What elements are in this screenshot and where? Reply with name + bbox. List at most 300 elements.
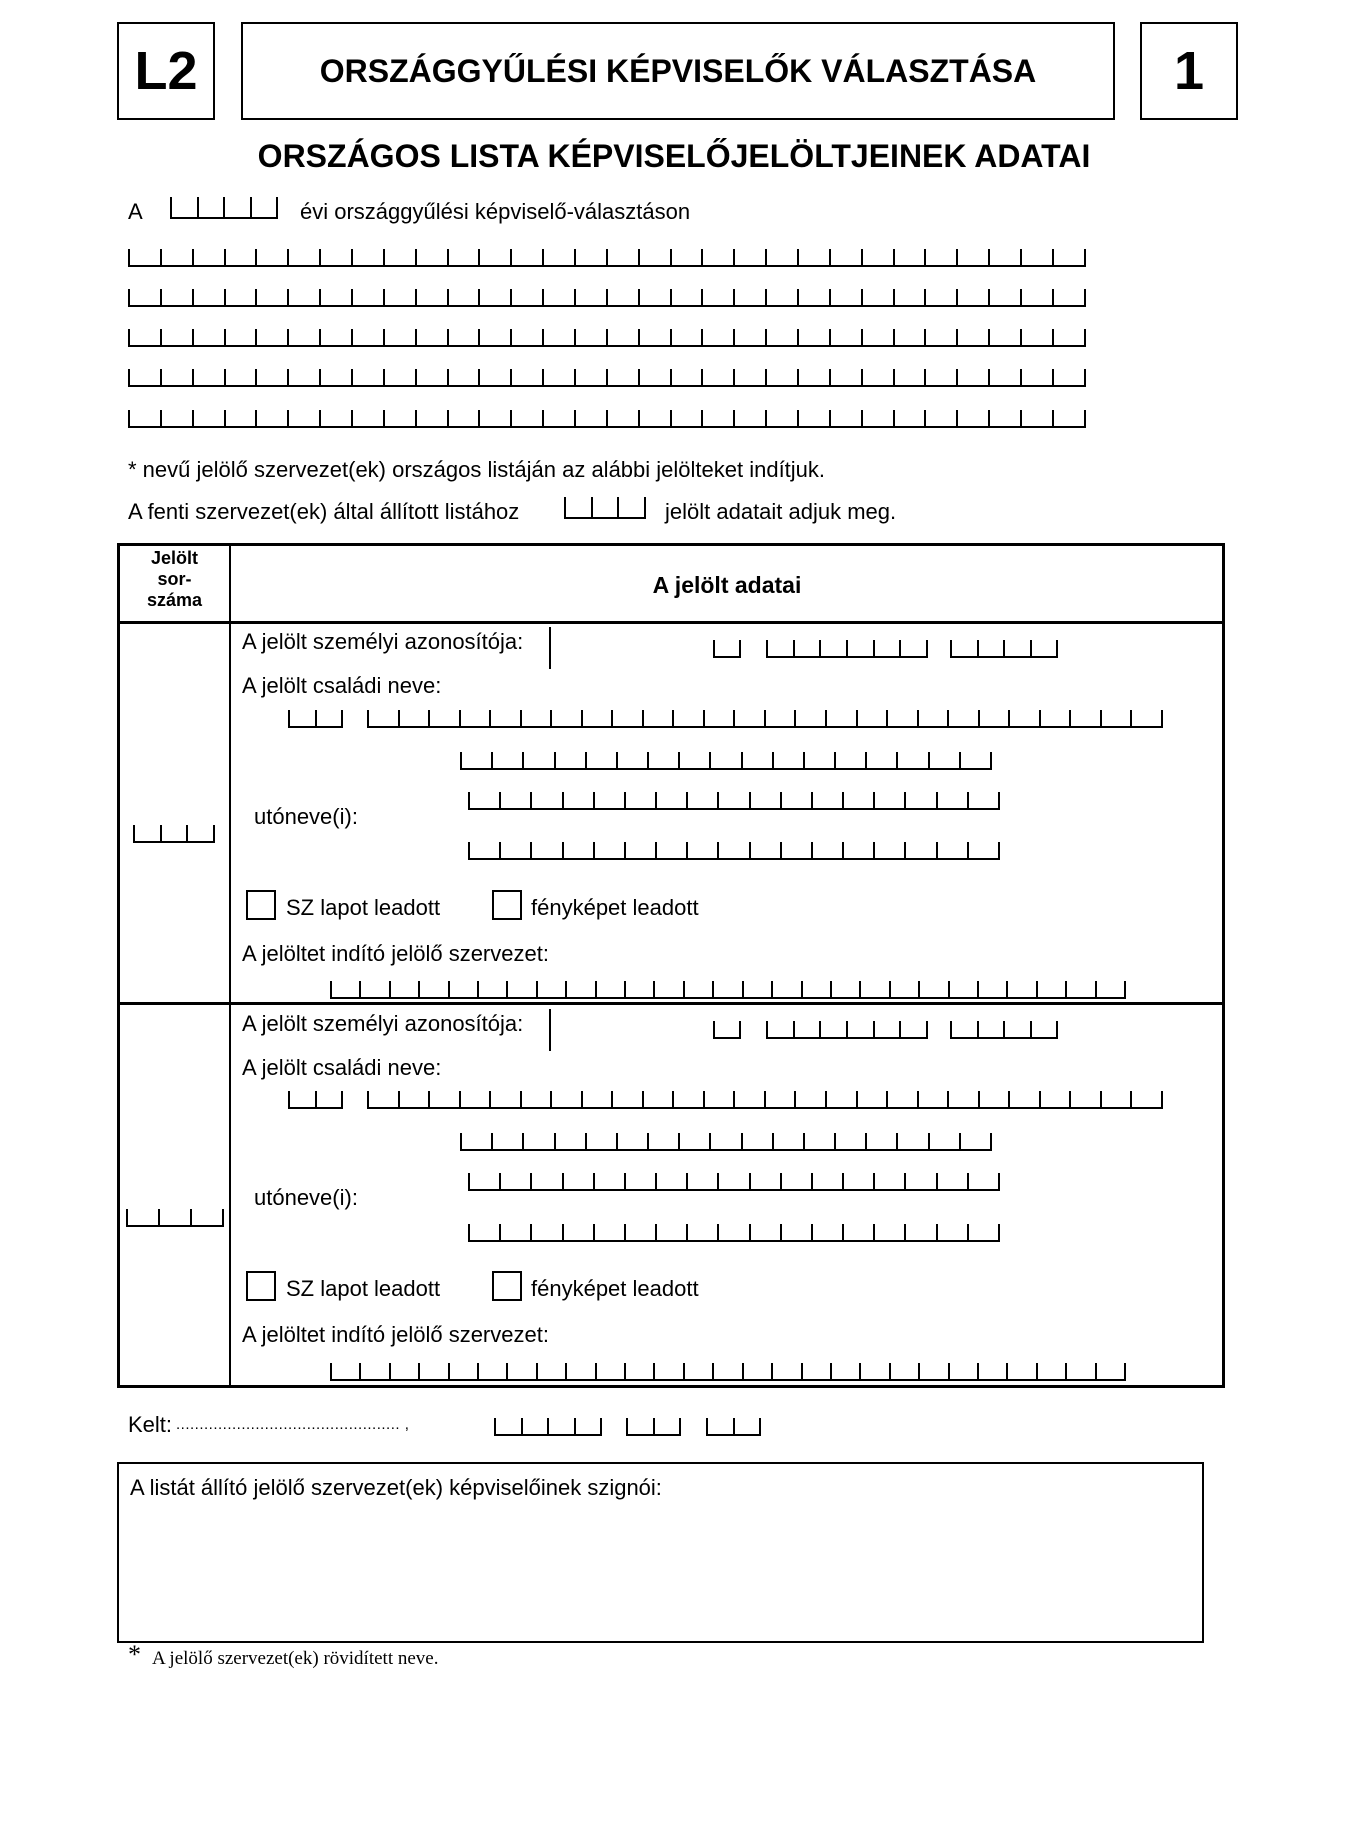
char-cell[interactable] [462,1133,493,1149]
char-cell[interactable] [674,710,705,726]
char-cell[interactable] [703,329,735,345]
char-cell[interactable] [130,329,162,345]
date-day-field[interactable] [706,1418,761,1436]
char-cell[interactable] [961,1133,992,1149]
char-cell[interactable] [595,792,626,808]
char-cell[interactable] [544,289,576,305]
char-cell[interactable] [1054,329,1086,345]
char-cell[interactable] [194,329,226,345]
char-cell[interactable] [430,1091,461,1107]
char-cell[interactable] [990,289,1022,305]
char-cell[interactable] [385,289,417,305]
char-cell[interactable] [172,197,199,217]
char-cell[interactable] [906,1224,937,1240]
char-cell[interactable] [1038,981,1067,997]
char-cell[interactable] [1041,710,1072,726]
char-cell[interactable] [795,1021,822,1037]
candidate-1-given-name-field-2[interactable] [468,792,1000,810]
char-cell[interactable] [597,1363,626,1379]
char-cell[interactable] [980,710,1011,726]
char-cell[interactable] [863,369,895,385]
char-cell[interactable] [644,1091,675,1107]
char-cell[interactable] [863,289,895,305]
char-cell[interactable] [990,369,1022,385]
char-cell[interactable] [1054,369,1086,385]
candidate-1-org-field[interactable] [330,981,1126,999]
char-cell[interactable] [508,1363,537,1379]
char-cell[interactable] [640,289,672,305]
char-cell[interactable] [538,981,567,997]
char-cell[interactable] [1071,1091,1102,1107]
char-cell[interactable] [1022,369,1054,385]
char-cell[interactable] [608,249,640,265]
char-cell[interactable] [949,710,980,726]
char-cell[interactable] [449,289,481,305]
char-cell[interactable] [595,1173,626,1189]
char-cell[interactable] [640,410,672,426]
char-cell[interactable] [875,842,906,858]
char-cell[interactable] [461,1091,492,1107]
char-cell[interactable] [813,1173,844,1189]
org-name-field-2[interactable] [128,289,1086,307]
char-cell[interactable] [1132,1091,1163,1107]
char-cell[interactable] [226,289,258,305]
char-cell[interactable] [906,842,937,858]
char-cell[interactable] [618,752,649,768]
char-cell[interactable] [480,329,512,345]
char-cell[interactable] [130,249,162,265]
candidate-1-sz-checkbox[interactable] [246,890,276,920]
char-cell[interactable] [767,410,799,426]
char-cell[interactable] [799,369,831,385]
char-cell[interactable] [875,640,902,656]
char-cell[interactable] [751,1224,782,1240]
char-cell[interactable] [640,369,672,385]
char-cell[interactable] [773,1363,802,1379]
candidate-1-serial-field[interactable] [133,825,215,843]
char-cell[interactable] [470,842,501,858]
char-cell[interactable] [827,710,858,726]
char-cell[interactable] [552,1091,583,1107]
char-cell[interactable] [130,410,162,426]
char-cell[interactable] [813,842,844,858]
candidate-1-photo-checkbox[interactable] [492,890,522,920]
char-cell[interactable] [512,249,544,265]
char-cell[interactable] [767,329,799,345]
char-cell[interactable] [450,1363,479,1379]
char-cell[interactable] [875,1224,906,1240]
char-cell[interactable] [672,369,704,385]
char-cell[interactable] [805,752,836,768]
date-month-field[interactable] [626,1418,681,1436]
char-cell[interactable] [160,1209,192,1225]
char-cell[interactable] [188,825,215,841]
char-cell[interactable] [470,1173,501,1189]
char-cell[interactable] [898,1133,929,1149]
char-cell[interactable] [289,289,321,305]
char-cell[interactable] [619,497,646,517]
char-cell[interactable] [926,369,958,385]
char-cell[interactable] [836,752,867,768]
char-cell[interactable] [470,1224,501,1240]
char-cell[interactable] [321,289,353,305]
char-cell[interactable] [655,1363,684,1379]
candidate-2-serial-field[interactable] [126,1209,224,1227]
char-cell[interactable] [649,752,680,768]
candidate-count-field[interactable] [564,497,646,519]
org-name-field-1[interactable] [128,249,1086,267]
char-cell[interactable] [644,710,675,726]
char-cell[interactable] [958,410,990,426]
char-cell[interactable] [926,329,958,345]
candidate-2-id-part-1[interactable] [713,1021,741,1039]
char-cell[interactable] [290,1091,317,1107]
char-cell[interactable] [162,329,194,345]
char-cell[interactable] [420,981,449,997]
char-cell[interactable] [257,249,289,265]
char-cell[interactable] [719,1224,750,1240]
char-cell[interactable] [512,369,544,385]
char-cell[interactable] [626,792,657,808]
char-cell[interactable] [538,1363,567,1379]
char-cell[interactable] [990,249,1022,265]
char-cell[interactable] [1067,981,1096,997]
char-cell[interactable] [703,369,735,385]
char-cell[interactable] [831,289,863,305]
char-cell[interactable] [735,710,766,726]
char-cell[interactable] [895,410,927,426]
char-cell[interactable] [162,289,194,305]
char-cell[interactable] [583,710,614,726]
char-cell[interactable] [672,249,704,265]
char-cell[interactable] [162,825,189,841]
char-cell[interactable] [417,329,449,345]
char-cell[interactable] [831,329,863,345]
char-cell[interactable] [901,640,928,656]
char-cell[interactable] [674,1091,705,1107]
char-cell[interactable] [225,197,252,217]
candidate-1-given-name-field-3[interactable] [468,842,1000,860]
char-cell[interactable] [524,1133,555,1149]
candidate-2-photo-checkbox[interactable] [492,1271,522,1301]
char-cell[interactable] [958,249,990,265]
char-cell[interactable] [501,792,532,808]
char-cell[interactable] [564,792,595,808]
char-cell[interactable] [595,842,626,858]
char-cell[interactable] [969,1224,1000,1240]
char-cell[interactable] [566,497,593,517]
char-cell[interactable] [321,249,353,265]
char-cell[interactable] [831,410,863,426]
char-cell[interactable] [512,410,544,426]
char-cell[interactable] [735,249,767,265]
char-cell[interactable] [420,1363,449,1379]
char-cell[interactable] [480,369,512,385]
char-cell[interactable] [613,710,644,726]
char-cell[interactable] [888,710,919,726]
char-cell[interactable] [782,1224,813,1240]
char-cell[interactable] [688,792,719,808]
char-cell[interactable] [926,249,958,265]
char-cell[interactable] [567,981,596,997]
char-cell[interactable] [735,1418,762,1434]
char-cell[interactable] [743,752,774,768]
char-cell[interactable] [479,1363,508,1379]
char-cell[interactable] [926,410,958,426]
char-cell[interactable] [744,1363,773,1379]
char-cell[interactable] [867,1133,898,1149]
char-cell[interactable] [979,1021,1006,1037]
char-cell[interactable] [321,369,353,385]
char-cell[interactable] [552,710,583,726]
char-cell[interactable] [803,981,832,997]
char-cell[interactable] [774,752,805,768]
char-cell[interactable] [938,792,969,808]
char-cell[interactable] [799,249,831,265]
char-cell[interactable] [501,1173,532,1189]
char-cell[interactable] [672,329,704,345]
char-cell[interactable] [508,981,537,997]
char-cell[interactable] [450,981,479,997]
char-cell[interactable] [576,249,608,265]
char-cell[interactable] [938,1173,969,1189]
char-cell[interactable] [532,842,563,858]
char-cell[interactable] [832,1363,861,1379]
char-cell[interactable] [353,329,385,345]
char-cell[interactable] [626,842,657,858]
char-cell[interactable] [626,1224,657,1240]
candidate-1-given-name-field-1[interactable] [460,752,992,770]
char-cell[interactable] [556,752,587,768]
char-cell[interactable] [162,410,194,426]
char-cell[interactable] [744,981,773,997]
char-cell[interactable] [848,1021,875,1037]
char-cell[interactable] [708,1418,735,1434]
candidate-2-id-part-2[interactable] [766,1021,928,1039]
char-cell[interactable] [289,369,321,385]
char-cell[interactable] [844,842,875,858]
char-cell[interactable] [919,710,950,726]
char-cell[interactable] [194,410,226,426]
char-cell[interactable] [321,410,353,426]
char-cell[interactable] [1097,1363,1126,1379]
char-cell[interactable] [688,1224,719,1240]
char-cell[interactable] [906,1173,937,1189]
char-cell[interactable] [564,842,595,858]
char-cell[interactable] [640,249,672,265]
char-cell[interactable] [969,842,1000,858]
char-cell[interactable] [130,369,162,385]
char-cell[interactable] [795,640,822,656]
char-cell[interactable] [595,1224,626,1240]
char-cell[interactable] [827,1091,858,1107]
char-cell[interactable] [950,981,979,997]
char-cell[interactable] [626,1363,655,1379]
char-cell[interactable] [735,329,767,345]
char-cell[interactable] [385,329,417,345]
char-cell[interactable] [867,752,898,768]
char-cell[interactable] [821,1021,848,1037]
char-cell[interactable] [576,369,608,385]
char-cell[interactable] [766,710,797,726]
char-cell[interactable] [969,792,1000,808]
candidate-2-given-name-field-3[interactable] [468,1224,1000,1242]
char-cell[interactable] [512,329,544,345]
char-cell[interactable] [1054,410,1086,426]
char-cell[interactable] [813,792,844,808]
char-cell[interactable] [162,369,194,385]
char-cell[interactable] [576,410,608,426]
char-cell[interactable] [549,1418,576,1434]
char-cell[interactable] [257,410,289,426]
char-cell[interactable] [1032,1021,1059,1037]
char-cell[interactable] [479,981,508,997]
char-cell[interactable] [719,842,750,858]
char-cell[interactable] [226,329,258,345]
char-cell[interactable] [226,249,258,265]
char-cell[interactable] [1022,329,1054,345]
char-cell[interactable] [920,1363,949,1379]
char-cell[interactable] [735,1091,766,1107]
char-cell[interactable] [875,1021,902,1037]
char-cell[interactable] [803,1363,832,1379]
char-cell[interactable] [703,410,735,426]
char-cell[interactable] [1022,249,1054,265]
candidate-2-id-part-3[interactable] [950,1021,1058,1039]
char-cell[interactable] [799,329,831,345]
char-cell[interactable] [321,329,353,345]
char-cell[interactable] [649,1133,680,1149]
char-cell[interactable] [796,1091,827,1107]
candidate-1-family-name-field[interactable] [367,710,1163,728]
char-cell[interactable] [128,1209,160,1225]
char-cell[interactable] [938,842,969,858]
char-cell[interactable] [512,289,544,305]
char-cell[interactable] [848,640,875,656]
char-cell[interactable] [844,1173,875,1189]
char-cell[interactable] [353,410,385,426]
char-cell[interactable] [613,1091,644,1107]
char-cell[interactable] [657,842,688,858]
char-cell[interactable] [895,369,927,385]
char-cell[interactable] [844,792,875,808]
org-name-field-5[interactable] [128,410,1086,428]
char-cell[interactable] [782,1173,813,1189]
char-cell[interactable] [491,710,522,726]
char-cell[interactable] [1008,1363,1037,1379]
char-cell[interactable] [858,1091,889,1107]
char-cell[interactable] [958,289,990,305]
char-cell[interactable] [898,752,929,768]
char-cell[interactable] [576,1418,603,1434]
char-cell[interactable] [930,1133,961,1149]
char-cell[interactable] [532,1173,563,1189]
char-cell[interactable] [130,289,162,305]
char-cell[interactable] [491,1091,522,1107]
char-cell[interactable] [1038,1363,1067,1379]
char-cell[interactable] [831,369,863,385]
char-cell[interactable] [751,842,782,858]
candidate-2-given-name-field-2[interactable] [468,1173,1000,1191]
char-cell[interactable] [861,981,890,997]
char-cell[interactable] [774,1133,805,1149]
char-cell[interactable] [719,792,750,808]
char-cell[interactable] [583,1091,614,1107]
char-cell[interactable] [417,369,449,385]
char-cell[interactable] [782,842,813,858]
char-cell[interactable] [1067,1363,1096,1379]
char-cell[interactable] [863,410,895,426]
char-cell[interactable] [608,369,640,385]
candidate-1-id-part-2[interactable] [766,640,928,658]
char-cell[interactable] [544,369,576,385]
char-cell[interactable] [875,792,906,808]
char-cell[interactable] [895,289,927,305]
char-cell[interactable] [891,981,920,997]
char-cell[interactable] [767,369,799,385]
char-cell[interactable] [796,710,827,726]
char-cell[interactable] [449,369,481,385]
char-cell[interactable] [888,1091,919,1107]
char-cell[interactable] [417,289,449,305]
char-cell[interactable] [979,640,1006,656]
char-cell[interactable] [289,410,321,426]
char-cell[interactable] [640,329,672,345]
char-cell[interactable] [895,249,927,265]
char-cell[interactable] [385,249,417,265]
char-cell[interactable] [895,329,927,345]
char-cell[interactable] [751,1173,782,1189]
char-cell[interactable] [564,1224,595,1240]
char-cell[interactable] [385,410,417,426]
char-cell[interactable] [805,1133,836,1149]
char-cell[interactable] [714,1363,743,1379]
char-cell[interactable] [688,1173,719,1189]
candidate-2-sz-checkbox[interactable] [246,1271,276,1301]
char-cell[interactable] [980,1091,1011,1107]
char-cell[interactable] [532,1224,563,1240]
char-cell[interactable] [385,369,417,385]
candidate-2-family-prefix-field[interactable] [288,1091,343,1109]
char-cell[interactable] [672,289,704,305]
char-cell[interactable] [685,981,714,997]
char-cell[interactable] [1005,1021,1032,1037]
char-cell[interactable] [332,1363,361,1379]
char-cell[interactable] [1022,289,1054,305]
char-cell[interactable] [257,289,289,305]
candidate-2-family-name-field[interactable] [367,1091,1163,1109]
char-cell[interactable] [767,289,799,305]
char-cell[interactable] [688,842,719,858]
char-cell[interactable] [289,329,321,345]
char-cell[interactable] [369,1091,400,1107]
char-cell[interactable] [782,792,813,808]
char-cell[interactable] [461,710,492,726]
char-cell[interactable] [1008,981,1037,997]
char-cell[interactable] [523,1418,550,1434]
char-cell[interactable] [672,410,704,426]
char-cell[interactable] [906,792,937,808]
org-name-field-3[interactable] [128,329,1086,347]
char-cell[interactable] [969,1173,1000,1189]
char-cell[interactable] [863,249,895,265]
char-cell[interactable] [657,1224,688,1240]
char-cell[interactable] [587,752,618,768]
char-cell[interactable] [743,1133,774,1149]
char-cell[interactable] [1054,249,1086,265]
char-cell[interactable] [735,369,767,385]
char-cell[interactable] [958,369,990,385]
